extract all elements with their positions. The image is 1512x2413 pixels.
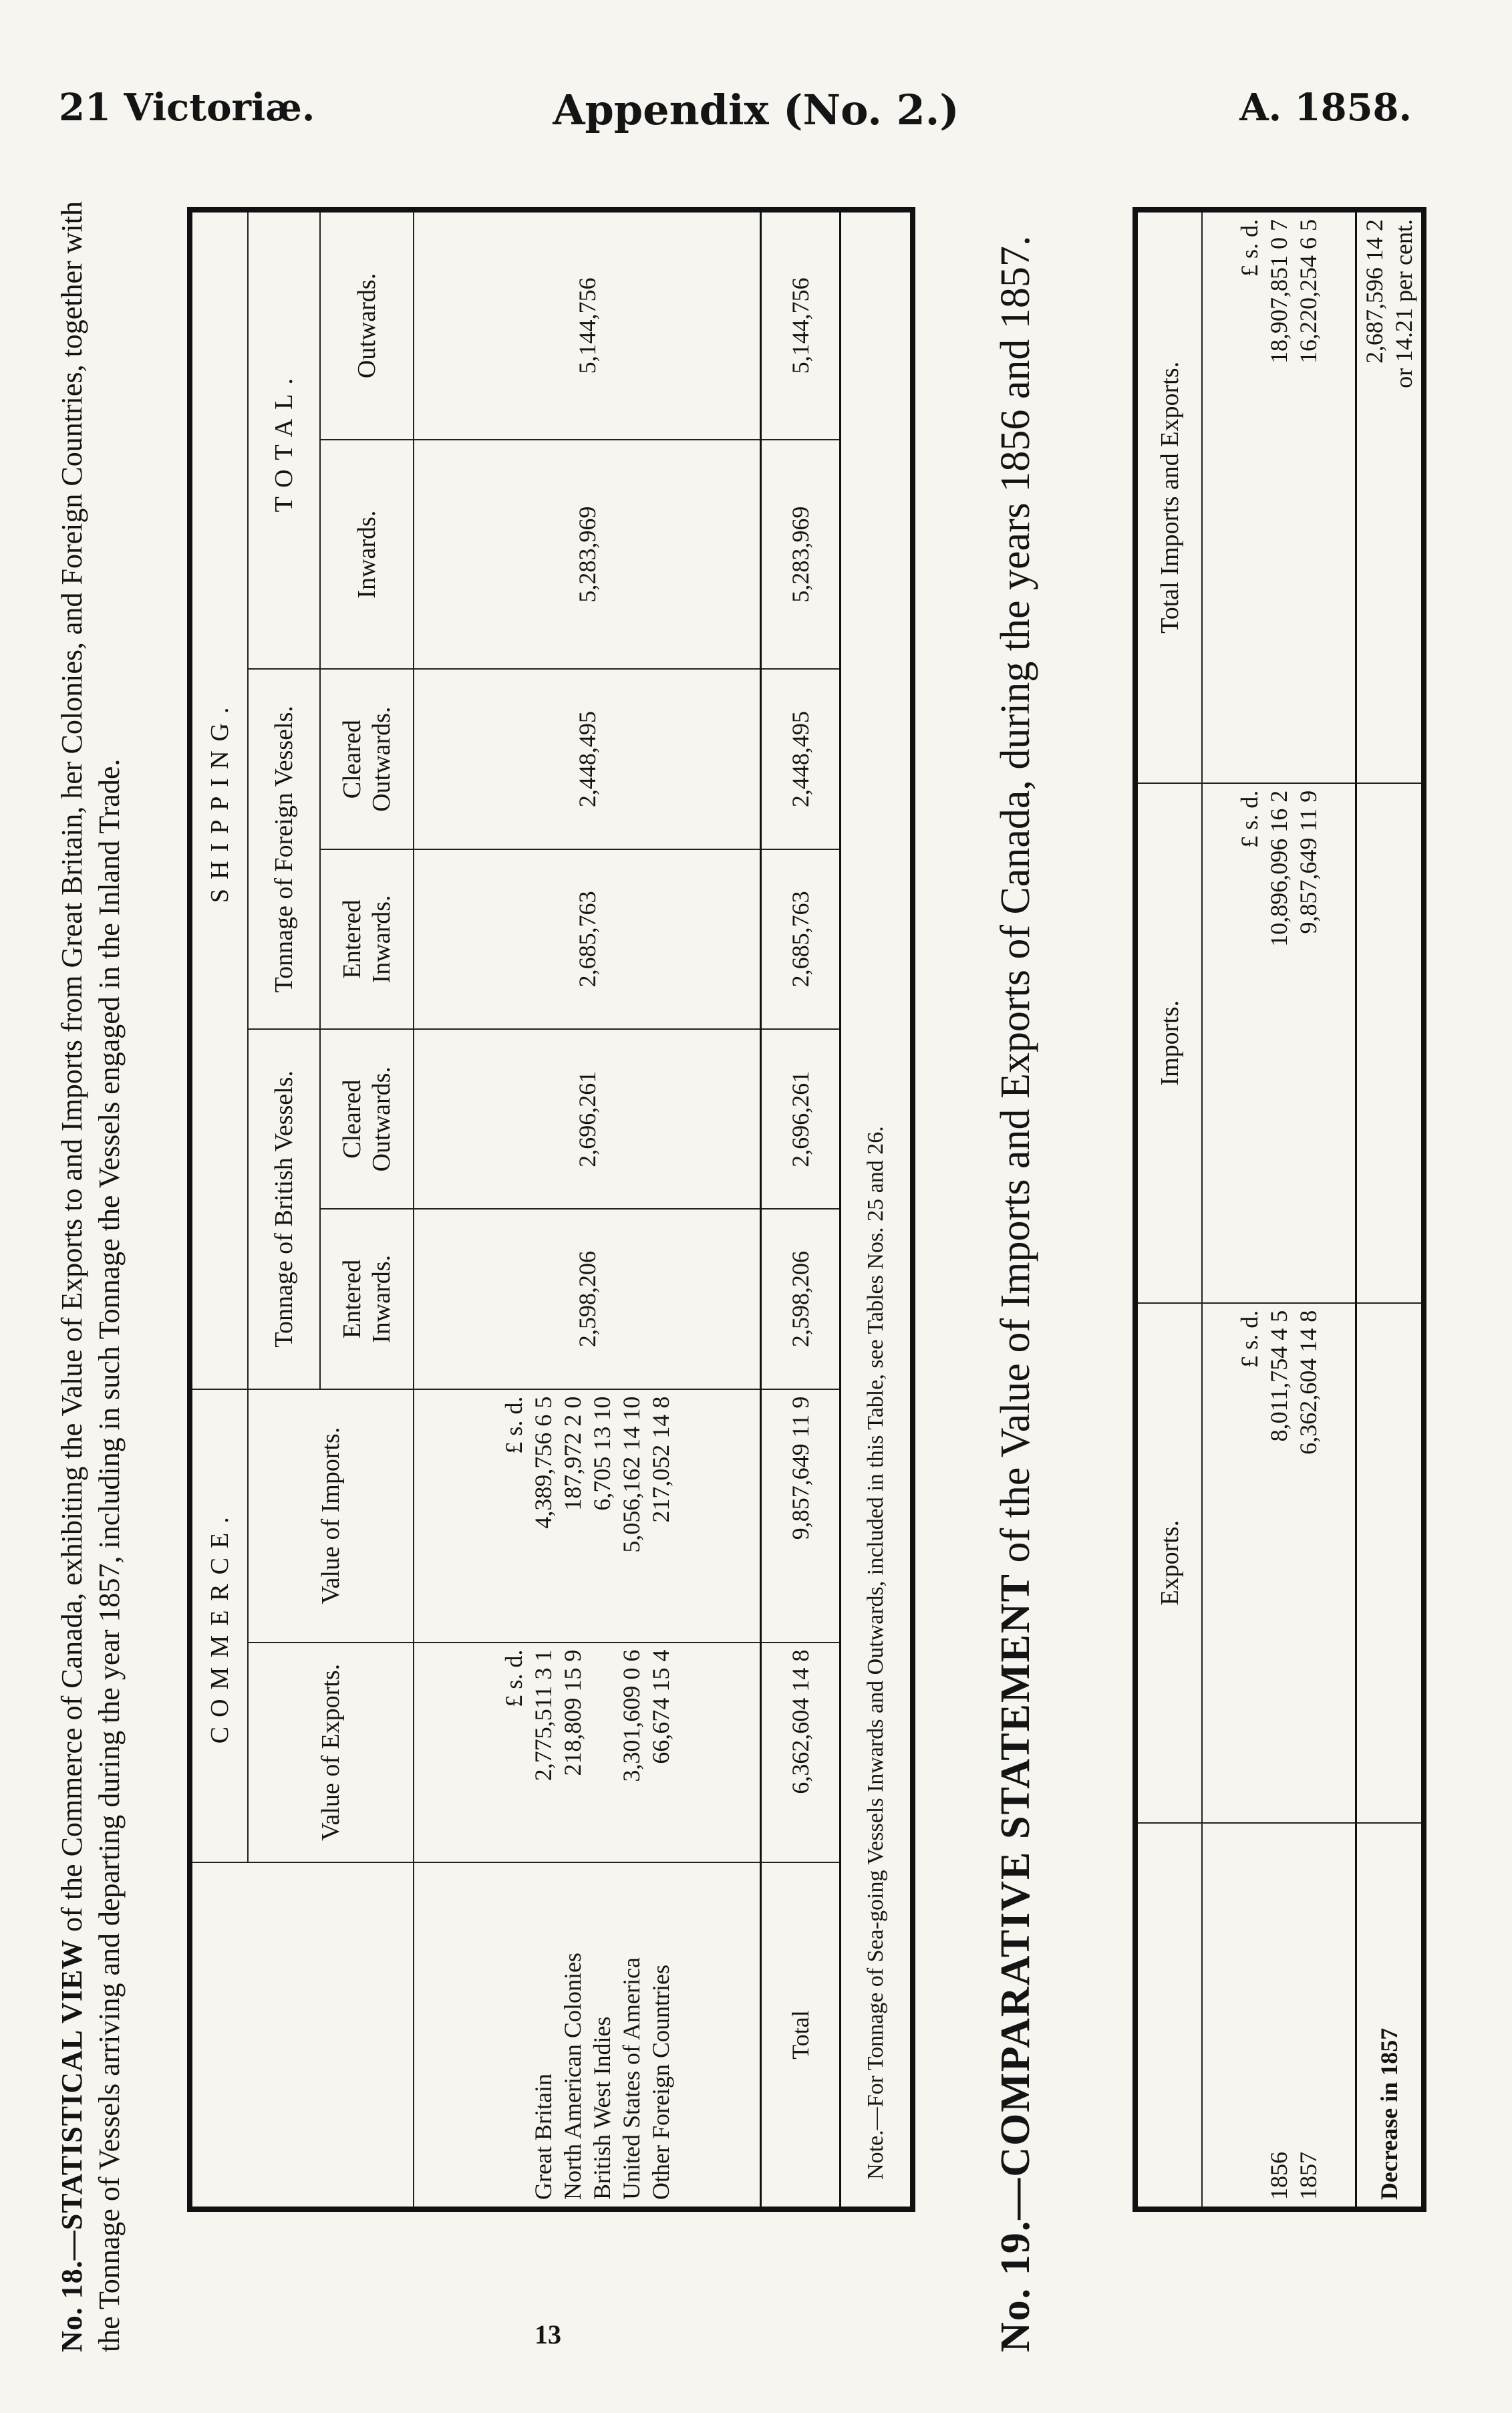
lsd-units: £ s. d. xyxy=(1235,219,1263,277)
export-value: 6,362,604 14 8 xyxy=(1294,1310,1322,1455)
total-column xyxy=(1202,210,1356,783)
table18 xyxy=(187,207,915,2212)
table19-title: of the Value of Imports and Exports of Canada, during the years 1856 and 1857. xyxy=(993,235,1038,1573)
foreign-cleared-value: 2,448,495 xyxy=(414,670,760,849)
export-value: 66,674 15 4 xyxy=(647,1649,674,1764)
british-entered-header: Entered Inwards. xyxy=(320,1209,414,1389)
commerce-header: COMMERCE. xyxy=(190,1389,248,1862)
import-value: 6,705 13 10 xyxy=(588,1396,615,1511)
export-value xyxy=(587,1650,617,1855)
table19-caption xyxy=(989,187,1109,2352)
total-inwards: 5,283,969 xyxy=(761,440,841,670)
table18-label: No. 18.—STATISTICAL VIEW xyxy=(55,1939,88,2352)
year-label: 1857 xyxy=(1294,2152,1322,2200)
exports-column xyxy=(414,1643,760,1862)
imports-header: Imports. xyxy=(1135,783,1202,1303)
country-label: Great Britain xyxy=(529,2074,557,2200)
shipping-header: SHIPPING. xyxy=(190,210,248,1389)
total-imports: 9,857,649 11 9 xyxy=(761,1389,841,1643)
british-cleared-value: 2,696,261 xyxy=(414,1029,760,1209)
export-value: 3,301,609 0 6 xyxy=(617,1649,645,1782)
rotated-page-content xyxy=(53,187,1457,2352)
total-label: Total xyxy=(761,1862,841,2209)
export-value: 8,011,754 4 5 xyxy=(1265,1310,1292,1442)
decrease-row xyxy=(1356,210,1424,2209)
exports-header: Exports. xyxy=(1135,1303,1202,1823)
total-value: 18,907,851 0 7 xyxy=(1265,219,1292,364)
lsd-units: £ s. d. xyxy=(500,1396,527,1454)
country-label: North American Colonies xyxy=(559,1953,586,2200)
blank-header-cell xyxy=(1135,1823,1202,2209)
table18-note: Note.—For Tonnage of Sea-going Vessels Inwards and Outwards, included in this Table, see Tables Nos. 25 and 26. xyxy=(841,210,913,2209)
lsd-units: £ s. d. xyxy=(500,1649,527,1707)
header-right: A. 1858. xyxy=(1239,86,1412,130)
total-exports: 6,362,604 14 8 xyxy=(761,1643,841,1862)
foreign-entered-value: 2,685,763 xyxy=(414,849,760,1029)
import-value: 9,857,649 11 9 xyxy=(1294,790,1322,934)
value-imports-header: Value of Imports. xyxy=(248,1389,414,1643)
total-inwards-header: Inwards. xyxy=(320,440,414,670)
total-outwards-header: Outwards. xyxy=(320,210,414,440)
total-british-entered: 2,598,206 xyxy=(761,1209,841,1389)
table18-total-row xyxy=(761,210,841,2209)
value-exports-header: Value of Exports. xyxy=(248,1643,414,1862)
header-left: 21 Victoriæ. xyxy=(59,86,315,130)
table18-data-row xyxy=(414,210,760,2209)
year-column xyxy=(1202,1823,1356,2209)
year-label: 1856 xyxy=(1265,2152,1292,2200)
total-foreign-entered: 2,685,763 xyxy=(761,849,841,1029)
import-value: 4,389,756 6 5 xyxy=(529,1396,557,1529)
total-foreign-cleared: 2,448,495 xyxy=(761,670,841,849)
import-value: 10,896,096 16 2 xyxy=(1265,790,1292,947)
decrease-label: Decrease in 1857 xyxy=(1356,1823,1424,2209)
lsd-units: £ s. d. xyxy=(1235,790,1263,848)
decrease-percent: or 14.21 per cent. xyxy=(1390,219,1417,388)
export-value: 2,775,511 3 1 xyxy=(529,1649,557,1782)
total-british-cleared: 2,696,261 xyxy=(761,1029,841,1209)
british-entered-value: 2,598,206 xyxy=(414,1209,760,1389)
british-cleared-header: Cleared Outwards. xyxy=(320,1029,414,1209)
table18-caption xyxy=(53,187,180,2352)
foreign-entered-header: Entered Inwards. xyxy=(320,849,414,1029)
export-value: 218,809 15 9 xyxy=(559,1649,586,1776)
exports-column xyxy=(1202,1303,1356,1823)
british-tonnage-header: Tonnage of British Vessels. xyxy=(248,1029,320,1389)
running-header xyxy=(0,86,1512,146)
table19-label: No. 19.—COMPARATIVE STATEMENT xyxy=(993,1572,1038,2352)
total-outwards: 5,144,756 xyxy=(761,210,841,440)
total-header: TOTAL. xyxy=(248,210,320,670)
header-center: Appendix (No. 2.) xyxy=(553,86,959,134)
decrease-values xyxy=(1356,210,1424,783)
page-number: 13 xyxy=(535,2319,561,2350)
total-inwards-value: 5,283,969 xyxy=(414,440,760,670)
import-value: 187,972 2 0 xyxy=(559,1396,586,1511)
imports-column xyxy=(1202,783,1356,1303)
import-value: 217,052 14 8 xyxy=(647,1396,674,1523)
total-imports-exports-header: Total Imports and Exports. xyxy=(1135,210,1202,783)
total-outwards-value: 5,144,756 xyxy=(414,210,760,440)
imports-column xyxy=(414,1389,760,1643)
total-value: 16,220,254 6 5 xyxy=(1294,219,1322,364)
country-label: British West Indies xyxy=(588,2016,615,2200)
decrease-spacer xyxy=(1356,1303,1424,1823)
foreign-tonnage-header: Tonnage of Foreign Vessels. xyxy=(248,670,320,1030)
country-label: United States of America xyxy=(617,1957,645,2200)
country-list xyxy=(414,1862,760,2209)
blank-header-cell xyxy=(190,1862,414,2209)
import-value: 5,056,162 14 10 xyxy=(617,1396,645,1553)
table19-data-row xyxy=(1202,210,1356,2209)
country-label: Other Foreign Countries xyxy=(647,1965,674,2200)
table18-title: of the Commerce of Canada, exhibiting the Value of Exports to and Imports from Great Britain, her Colonies, and Foreign Countries, together with the Tonnage of Vessels arriving and departing during the year 1857, including in such Tonnage the Vessels engaged in the Inland Trade. xyxy=(55,201,126,2352)
decrease-spacer xyxy=(1356,783,1424,1303)
foreign-cleared-header: Cleared Outwards. xyxy=(320,670,414,849)
table19 xyxy=(1132,207,1426,2212)
decrease-total: 2,687,596 14 2 xyxy=(1360,219,1388,364)
lsd-units: £ s. d. xyxy=(1235,1310,1263,1368)
